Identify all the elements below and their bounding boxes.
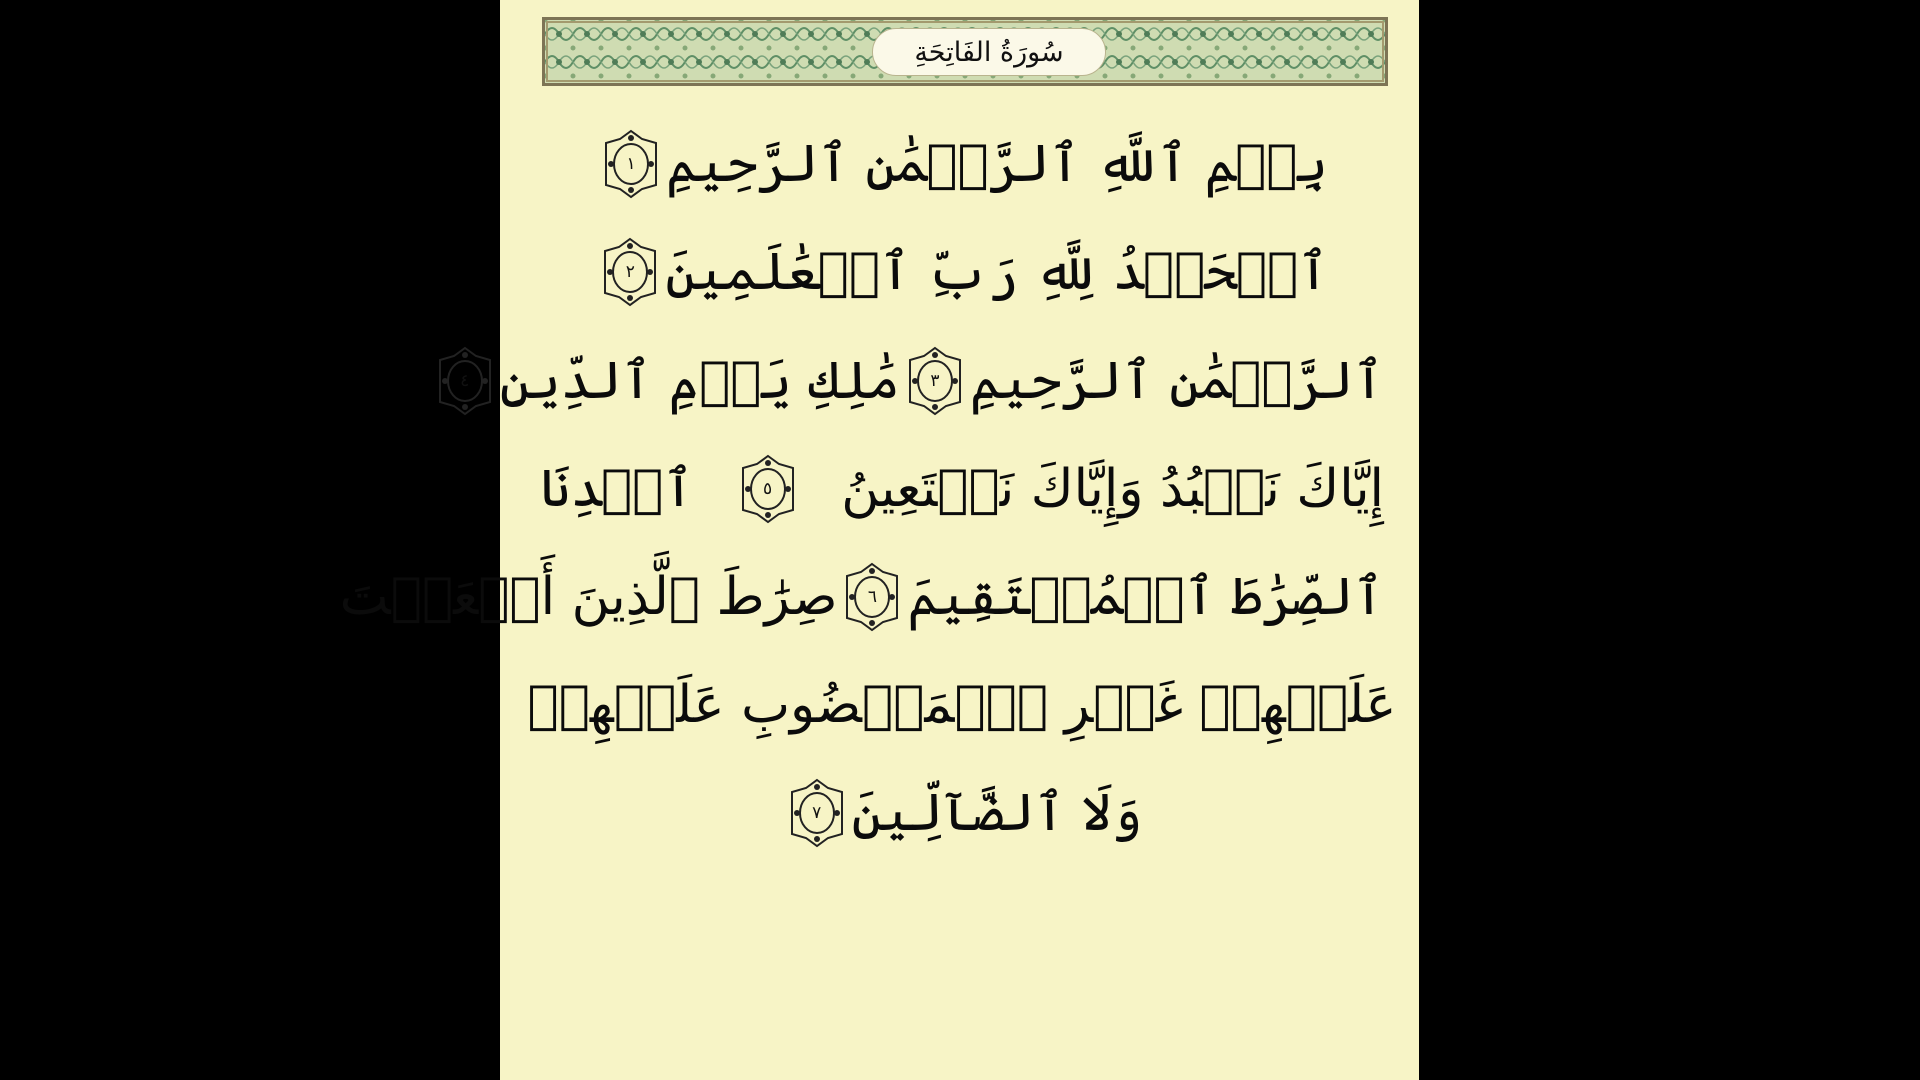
verse-text: وَلَا ٱلضَّآلِّينَ	[851, 783, 1143, 843]
verse-line-6	[527, 655, 1397, 755]
mushaf-page	[339, 0, 1419, 1080]
verse-text: ٱلصِّرَٰطَ ٱلۡمُسۡتَقِيمَ	[907, 567, 1384, 627]
verse-text: ٱهۡدِنَا	[540, 459, 694, 519]
verse-line-5	[339, 547, 1384, 647]
verse-line-7	[540, 763, 1384, 863]
verse-text: عَلَيۡهِمۡ غَيۡرِ ٱلۡمَغۡضُوبِ عَلَيۡهِمۡ	[527, 675, 1397, 735]
ayah-number: ١	[626, 154, 636, 174]
surah-title-plate	[872, 28, 1106, 76]
ayah-number: ٦	[867, 587, 878, 607]
ayah-marker	[602, 129, 660, 199]
ayah-marker	[436, 346, 494, 416]
verse-line-3	[460, 331, 1384, 431]
surah-header-frame	[542, 17, 1388, 86]
ayah-marker	[843, 562, 901, 632]
ayah-number: ٢	[625, 262, 635, 282]
ayah-number: ٥	[762, 479, 773, 499]
verse-text: ٱلۡحَمۡدُ لِلَّهِ رَبِّ ٱلۡعَٰلَمِينَ	[665, 242, 1329, 302]
surah-title: سُورَةُ الفَاتِحَةِ	[914, 36, 1064, 68]
verse-text: ٱلرَّحۡمَٰنِ ٱلرَّحِيمِ	[969, 351, 1384, 411]
verse-text: صِرَٰطَ ٱلَّذِينَ أَنۡعَمۡتَ	[339, 567, 838, 627]
ayah-number: ٧	[812, 803, 822, 823]
verse-text: بِسۡمِ ٱللَّهِ ٱلرَّحۡمَٰنِ ٱلرَّحِيمِ	[666, 134, 1328, 194]
verse-text: إِيَّاكَ نَعۡبُدُ وَإِيَّاكَ نَسۡتَعِينُ	[841, 459, 1384, 519]
verse-line-4	[540, 439, 1384, 539]
ayah-marker	[739, 454, 797, 524]
verse-line-2	[540, 222, 1384, 322]
ayah-number: ٣	[930, 371, 940, 391]
ayah-marker	[906, 346, 964, 416]
ayah-marker	[601, 237, 659, 307]
ayah-marker	[788, 778, 846, 848]
verse-line-1	[540, 114, 1384, 214]
ayah-number: ٤	[460, 371, 470, 391]
verse-text: مَٰلِكِ يَوۡمِ ٱلدِّينِ	[499, 351, 900, 411]
